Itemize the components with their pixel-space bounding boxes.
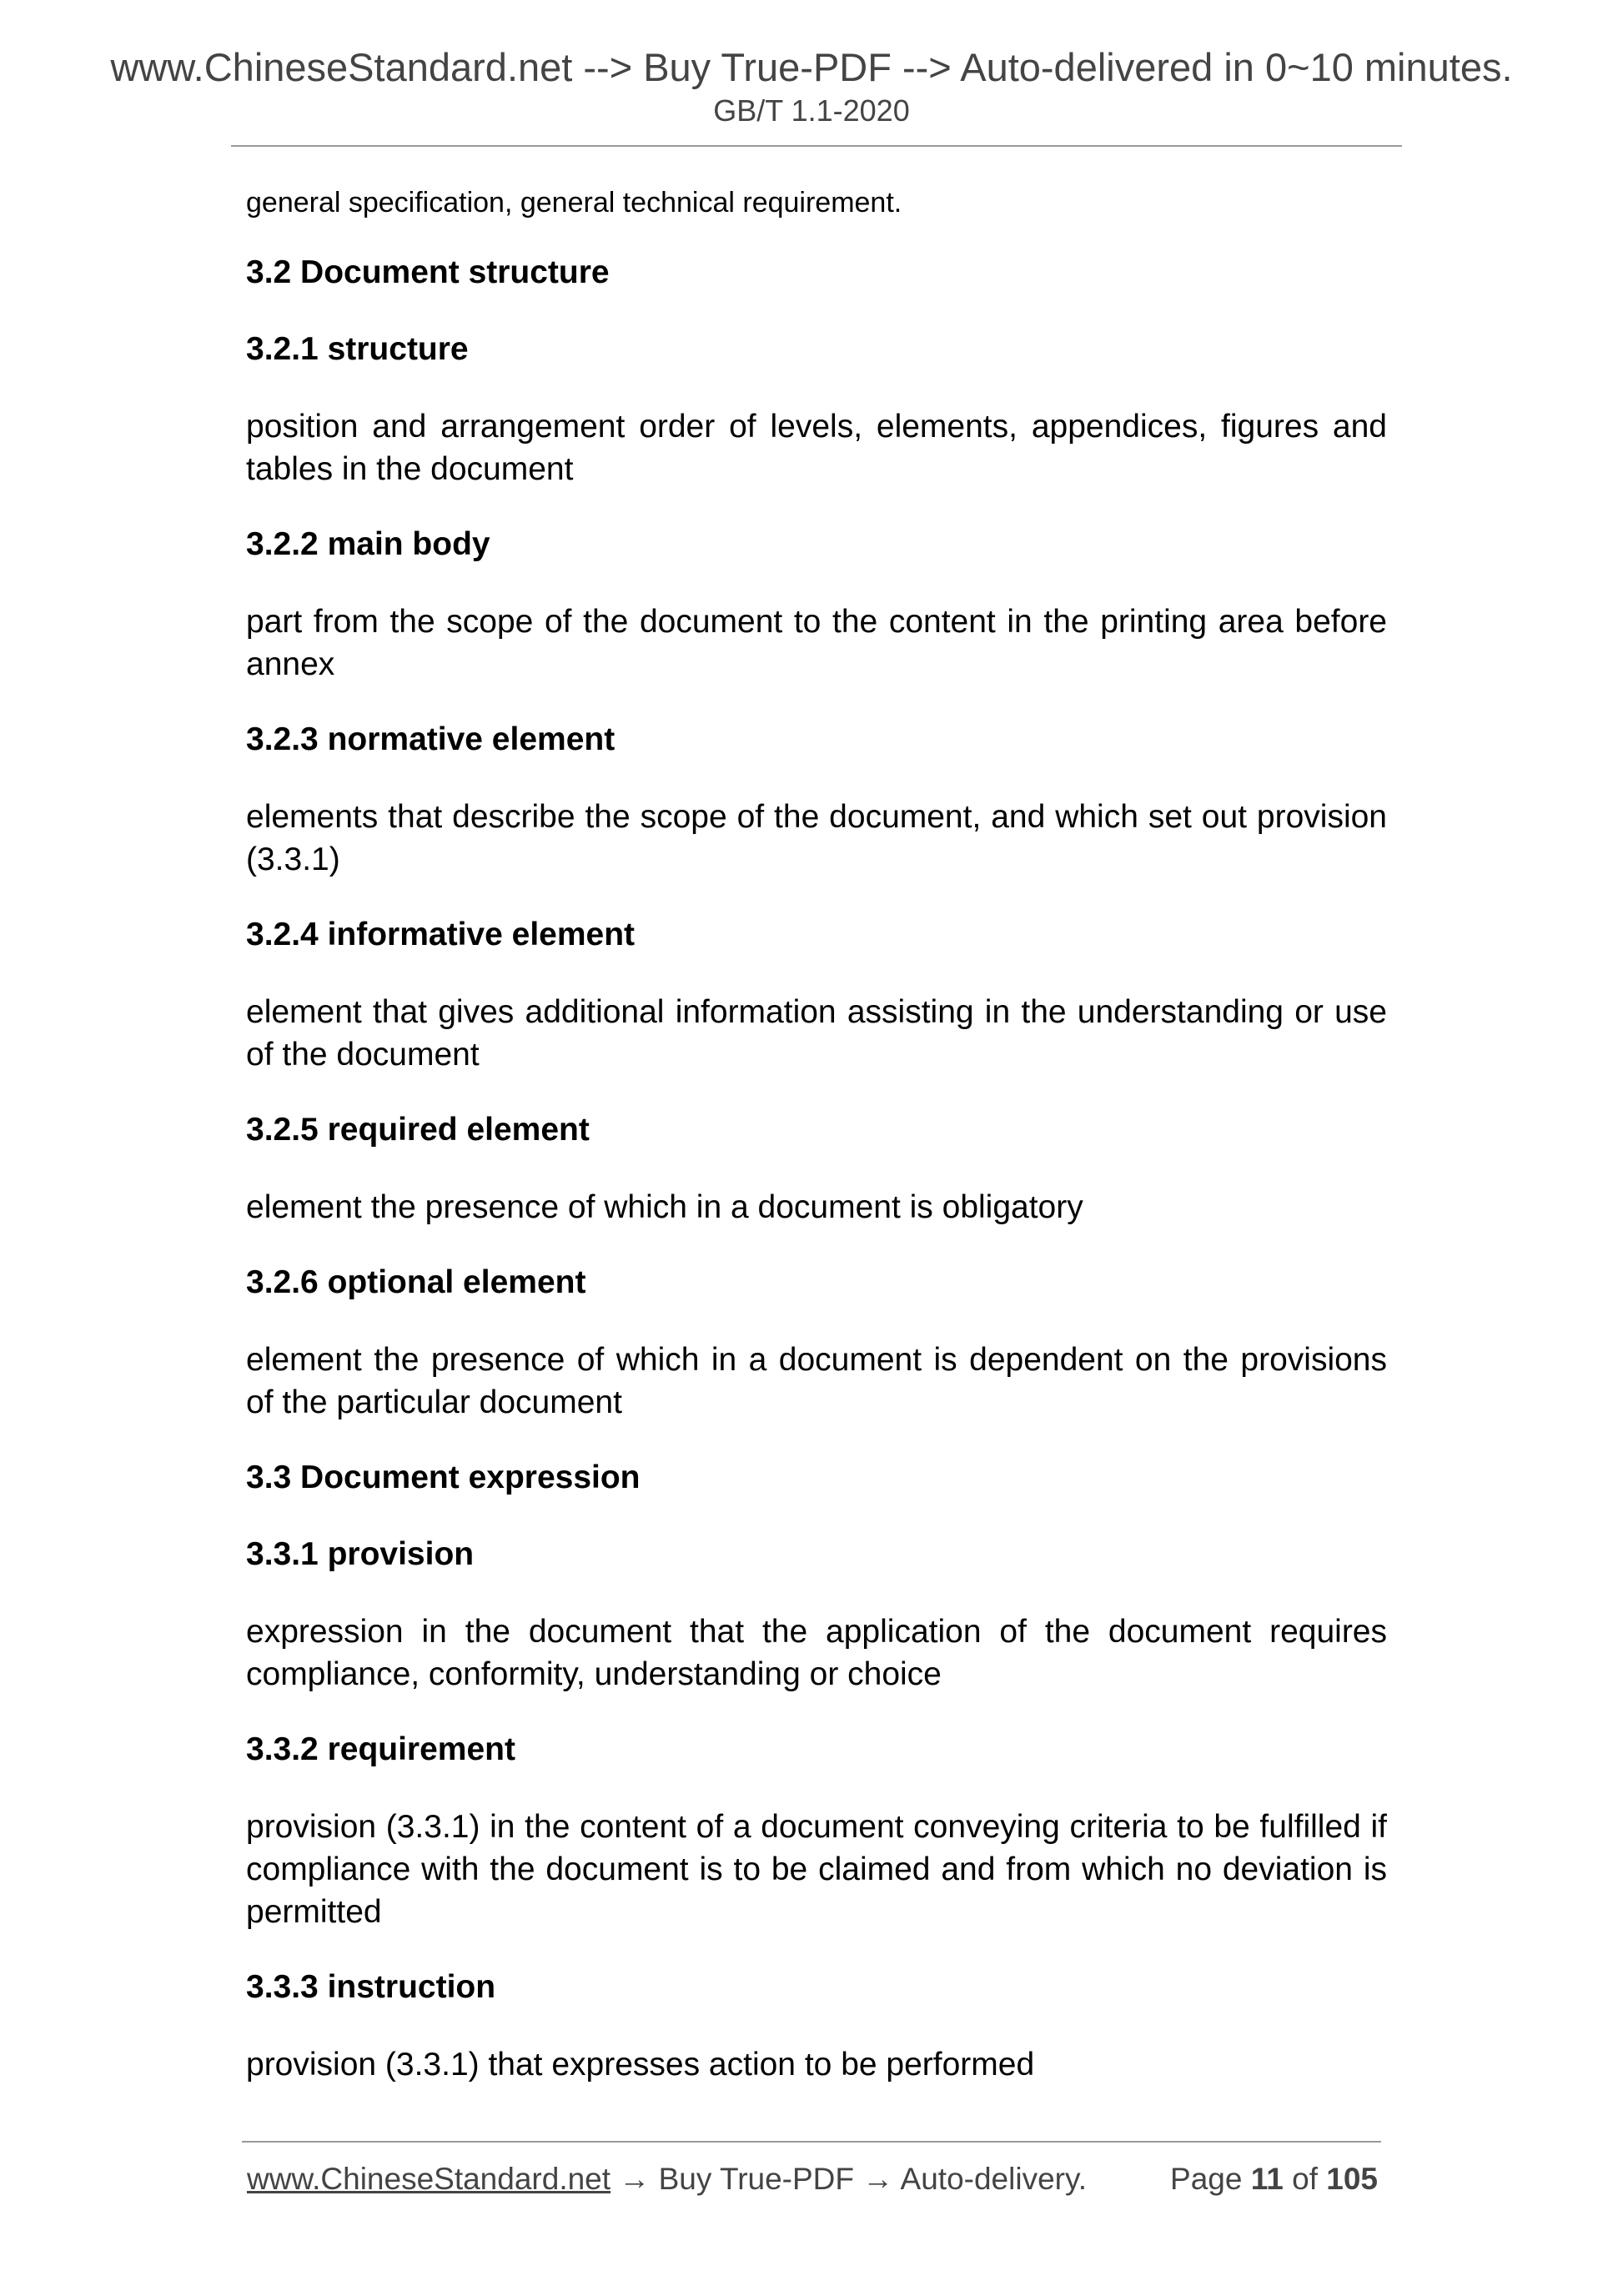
term-definition: elements that describe the scope of the document, and which set out provision (3.3.1) [246, 799, 1387, 877]
term-3-3-3 [246, 1967, 1387, 2086]
section-heading: 3.3 Document expression [246, 1459, 641, 1495]
header-divider [231, 145, 1402, 147]
arrow-right-icon: → [619, 2162, 651, 2196]
footer-delivery-text: Auto-delivery. [900, 2162, 1088, 2196]
term-heading: 3.2.4 informative element [246, 917, 636, 952]
term-3-2-1 [246, 329, 1387, 490]
term-3-2-3 [246, 719, 1387, 881]
term-definition: element the presence of which in a document is obligatory [246, 1189, 1083, 1225]
term-3-2-4 [246, 914, 1387, 1076]
term-definition: element the presence of which in a document is dependent on the provisions of the particular document [246, 1342, 1387, 1420]
term-heading: 3.2.3 normative element [246, 721, 616, 757]
term-definition: position and arrangement order of levels, elements, appendices, figures and tables in the document [246, 409, 1387, 487]
footer-site-link[interactable]: www.ChineseStandard.net [247, 2162, 611, 2196]
term-definition: provision (3.3.1) in the content of a document conveying criteria to be fulfilled if compliance with the document is to be claimed and from which no deviation is permitted [246, 1809, 1387, 1930]
arrow-right-icon: → [862, 2162, 894, 2196]
term-heading: 3.2.2 main body [246, 526, 490, 562]
document-body [246, 182, 1387, 2119]
section-3-2 [246, 252, 1387, 294]
term-definition: provision (3.3.1) that expresses action to be performed [246, 2047, 1035, 2082]
section-3-3 [246, 1457, 1387, 1499]
term-heading: 3.2.5 required element [246, 1112, 590, 1148]
term-definition: element that gives additional information assisting in the understanding or use of the document [246, 994, 1387, 1073]
page-total: 105 [1326, 2162, 1378, 2196]
footer-promo [247, 2158, 1087, 2200]
page-of: of [1292, 2162, 1318, 2196]
page-current: 11 [1250, 2162, 1284, 2196]
term-3-2-5 [246, 1109, 1387, 1228]
header-banner: www.ChineseStandard.net --> Buy True-PDF --> Auto-delivered in 0~10 minutes. [110, 45, 1513, 89]
term-3-2-2 [246, 524, 1387, 686]
footer-buy-text: Buy True-PDF [658, 2162, 855, 2196]
term-3-3-2 [246, 1729, 1387, 1933]
term-heading: 3.3.1 provision [246, 1536, 475, 1572]
header-standard-id: GB/T 1.1-2020 [713, 93, 910, 128]
term-3-2-6 [246, 1262, 1387, 1424]
page-label: Page [1170, 2162, 1243, 2196]
term-heading: 3.2.1 structure [246, 331, 469, 367]
term-definition: expression in the document that the application of the document requires compliance, conformity, understanding or choice [246, 1614, 1387, 1692]
footer-divider [242, 2141, 1381, 2143]
lead-text: general specification, general technical requirement. [246, 187, 902, 219]
term-definition: part from the scope of the document to the content in the printing area before annex [246, 604, 1387, 682]
term-heading: 3.2.6 optional element [246, 1264, 586, 1300]
term-3-3-1 [246, 1534, 1387, 1696]
term-heading: 3.3.2 requirement [246, 1731, 515, 1767]
term-heading: 3.3.3 instruction [246, 1969, 496, 2005]
page-header [0, 43, 1623, 130]
section-heading: 3.2 Document structure [246, 254, 610, 290]
page-number [1170, 2158, 1378, 2200]
